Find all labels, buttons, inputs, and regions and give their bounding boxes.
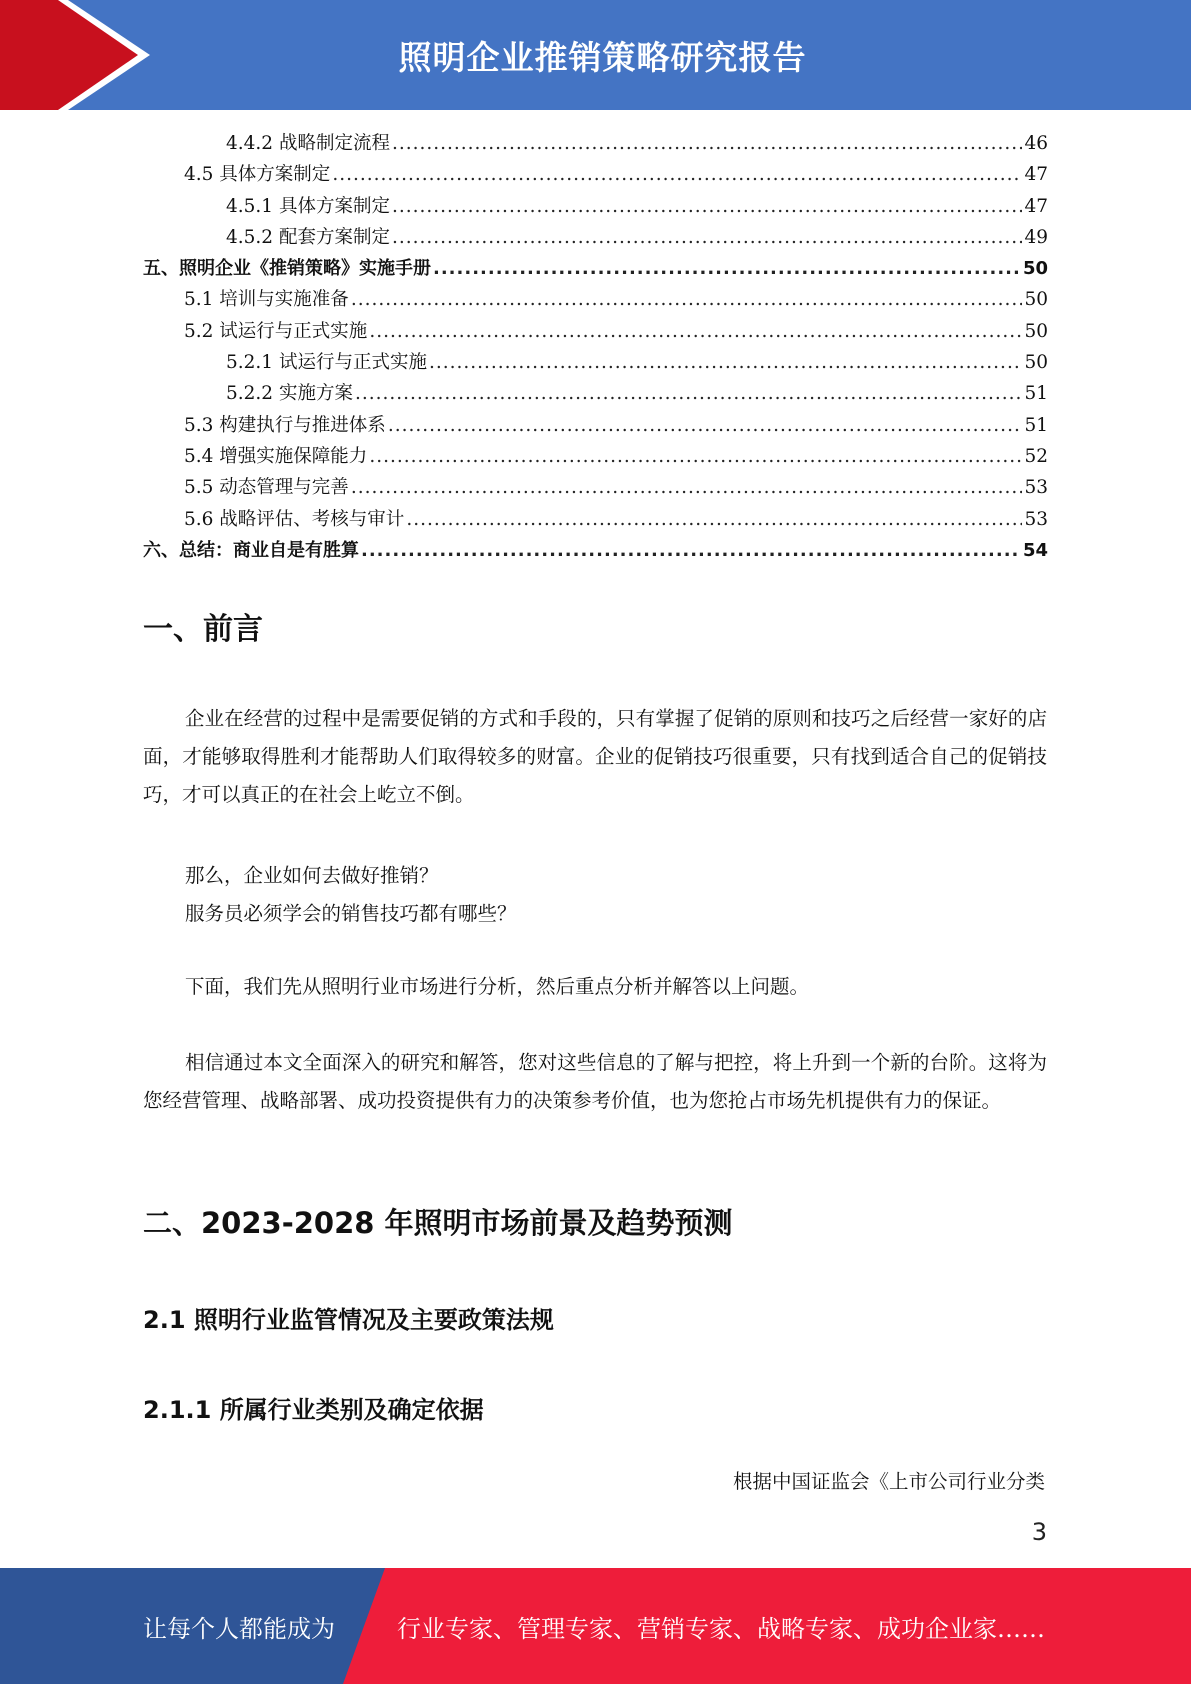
toc-leader-dots (351, 284, 1023, 315)
toc-entry-label: 5.2 试运行与正式实施 (184, 320, 368, 342)
page-number: 3 (1031, 1518, 1047, 1546)
toc-entry-page: 47 (1024, 195, 1048, 217)
toc-entry-label: 4.4.2 战略制定流程 (226, 133, 390, 154)
preface-paragraph-3: 下面，我们先从照明行业市场进行分析，然后重点分析并解答以上问题。 (185, 975, 810, 998)
toc-entry-label: 五、照明企业《推销策略》实施手册 (143, 258, 431, 280)
page-header (0, 0, 1191, 110)
table-of-contents (143, 128, 1048, 566)
toc-entry[interactable] (143, 410, 1048, 441)
preface-heading: 一、前言 (143, 612, 263, 647)
toc-leader-dots (369, 441, 1022, 472)
footer-slogan-left: 让每个人都能成为 (143, 1614, 335, 1643)
toc-leader-dots (392, 191, 1022, 222)
toc-entry[interactable] (143, 159, 1048, 190)
preface-question-2: 服务员必须学会的销售技巧都有哪些？ (185, 902, 517, 925)
toc-entry-page: 51 (1024, 414, 1048, 436)
toc-leader-dots (355, 378, 1023, 409)
toc-entry-page: 50 (1024, 320, 1048, 342)
toc-leader-dots (433, 253, 1021, 284)
toc-entry[interactable] (143, 191, 1048, 222)
toc-entry[interactable] (143, 472, 1048, 503)
toc-leader-dots (392, 128, 1022, 159)
toc-entry-page: 53 (1024, 477, 1048, 499)
toc-entry-label: 5.2.2 实施方案 (226, 383, 353, 405)
toc-leader-dots (332, 159, 1022, 190)
header-title: 照明企业推销策略研究报告 (398, 37, 807, 77)
toc-entry-label: 5.3 构建执行与推进体系 (184, 414, 386, 436)
toc-entry-page: 53 (1024, 508, 1048, 530)
toc-entry-label: 5.6 战略评估、考核与审计 (184, 508, 405, 530)
toc-entry-label: 5.1 培训与实施准备 (184, 289, 349, 311)
toc-entry-label: 4.5 具体方案制定 (184, 164, 331, 186)
toc-entry-label: 4.5.1 具体方案制定 (226, 195, 390, 217)
toc-entry[interactable] (143, 284, 1048, 315)
toc-entry-page: 46 (1024, 133, 1048, 154)
toc-leader-dots (388, 410, 1023, 441)
toc-entry-page: 54 (1022, 539, 1048, 561)
toc-entry-label: 4.5.2 配套方案制定 (226, 226, 390, 248)
toc-entry-page: 51 (1024, 383, 1048, 405)
toc-entry[interactable] (143, 378, 1048, 409)
toc-leader-dots (392, 222, 1022, 253)
toc-entry-label: 5.5 动态管理与完善 (184, 477, 349, 499)
toc-entry[interactable] (143, 504, 1048, 535)
toc-entry[interactable] (143, 222, 1048, 253)
toc-leader-dots (369, 316, 1022, 347)
toc-entry[interactable] (143, 128, 1048, 159)
market-heading: 二、2023-2028 年照明市场前景及趋势预测 (143, 1206, 733, 1240)
toc-entry[interactable] (143, 316, 1048, 347)
toc-leader-dots (351, 472, 1023, 503)
toc-entry-label: 六、总结：商业自是有胜算 (143, 539, 359, 561)
preface-paragraph-1: 企业在经营的过程中是需要促销的方式和手段的，只有掌握了促销的原则和技巧之后经营一家好的店面，才能够取得胜利才能帮助人们取得较多的财富。企业的促销技巧很重要，只有找到适合自己的促销技巧，才可以真正的在社会上屹立不倒。 (143, 707, 1047, 806)
footer-slogan-right: 行业专家、管理专家、营销专家、战略专家、成功企业家…… (397, 1614, 1045, 1643)
toc-entry-page: 50 (1022, 258, 1048, 280)
toc-entry-page: 47 (1024, 164, 1048, 186)
toc-leader-dots (406, 504, 1022, 535)
subsection-2-1-1-heading: 2.1.1 所属行业类别及确定依据 (143, 1396, 484, 1424)
toc-entry-page: 49 (1024, 226, 1048, 248)
toc-entry[interactable] (143, 441, 1048, 472)
preface-question-1: 那么，企业如何去做好推销？ (185, 864, 439, 887)
preface-paragraph-4: 相信通过本文全面深入的研究和解答，您对这些信息的了解与把控，将上升到一个新的台阶。这将为您经营管理、战略部署、成功投资提供有力的决策参考价值，也为您抢占市场先机提供有力的保证。 (143, 1051, 1047, 1112)
toc-entry-label: 5.4 增强实施保障能力 (184, 445, 368, 467)
toc-entry-page: 52 (1024, 445, 1048, 467)
page-footer (0, 1568, 1191, 1684)
toc-entry-page: 50 (1024, 352, 1048, 374)
trailing-paragraph: 根据中国证监会《上市公司行业分类 (732, 1470, 1045, 1493)
toc-leader-dots (429, 347, 1022, 378)
subsection-2-1-heading: 2.1 照明行业监管情况及主要政策法规 (143, 1306, 554, 1334)
toc-entry[interactable] (143, 347, 1048, 378)
toc-entry-page: 50 (1024, 289, 1048, 311)
toc-entry[interactable] (143, 535, 1048, 566)
toc-entry[interactable] (143, 253, 1048, 284)
toc-leader-dots (361, 535, 1021, 566)
toc-entry-label: 5.2.1 试运行与正式实施 (226, 352, 427, 374)
